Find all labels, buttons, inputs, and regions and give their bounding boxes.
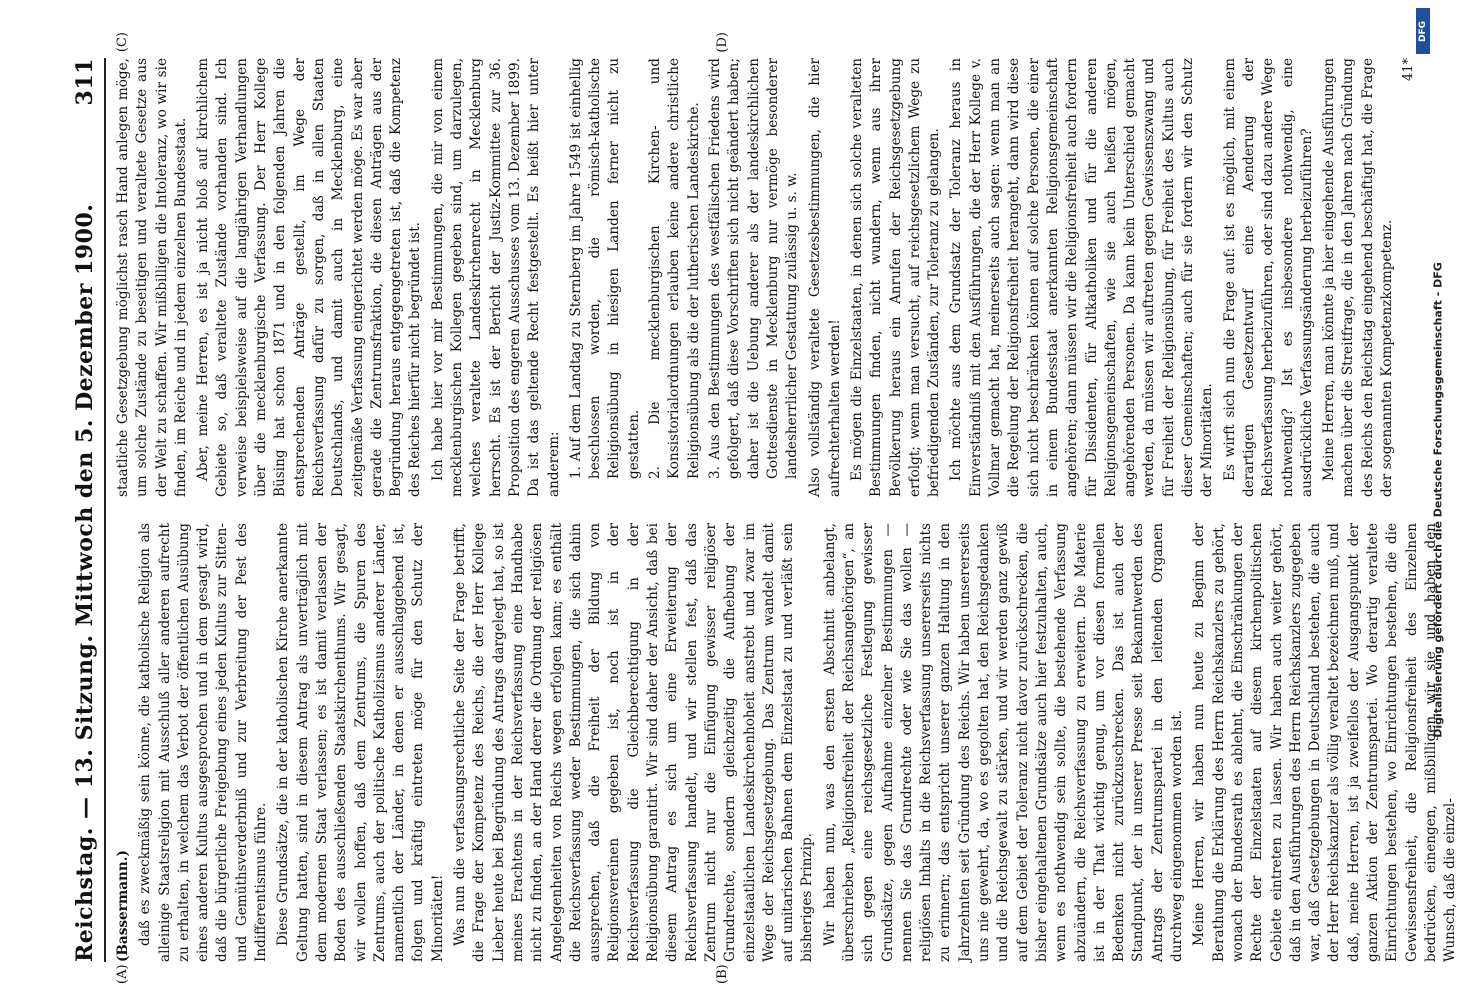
paragraph: Es wirft sich nun die Frage auf: ist es möglich, mit einem derartigen Gesetzentwurf eine Aenderung der Reichsverfassung herbeizuführen, oder sind dazu andere Wege nothwendig? Ist es insbesondere nothwendig, eine ausdrückliche Verfassungsänderung herbeizuführen? xyxy=(1221,58,1315,497)
margin-marker-b: (B) xyxy=(715,964,730,984)
page-header-title: Reichstag. — 13. Sitzung. Mittwoch den 5. Dezember 1900. xyxy=(72,203,98,962)
page-number: 311 xyxy=(72,58,98,106)
dfg-logo: DFG xyxy=(1416,8,1430,54)
paragraph: staatliche Gesetzgebung möglichst rasch Hand anlegen möge, um solche Zustände zu beseitigen und veraltete Gesetze aus der Welt zu schaffen. Wir mißbilligen die Intoleranz, wo wir sie finden, im Reiche und in jedem einzelnen Bundesstaat. xyxy=(115,58,189,497)
page-header xyxy=(72,58,106,962)
list-item: 1. Auf dem Landtag zu Sternberg im Jahre 1549 ist einhellig beschlossen worden, die römisch-katholische Religionsübung in hiesigen Landen ferner nicht zu gestatten. xyxy=(567,58,642,479)
paragraph: Ich habe hier vor mir Bestimmungen, die mir von einem mecklenburgischen Kollegen gegeben sind, um darzulegen, welches veraltete Landeskirchenrecht in Mecklenburg herrscht. Es ist der Bericht der Justiz-Kommittee zur 36. Proposition des engeren Ausschusses vom 13. Dezember 1899. Da ist das geltende Recht festgestellt. Es heißt hier unter anderem: xyxy=(429,58,562,497)
left-column xyxy=(114,523,1459,984)
digitization-sidebar xyxy=(1404,0,1445,1000)
paragraph: Also vollständig veraltete Gesetzesbestimmungen, die hier aufrechterhalten werden! xyxy=(807,58,843,497)
margin-marker-d: (D) xyxy=(715,32,730,53)
paragraph: Es mögen die Einzelstaaten, in denen sich solche veralteten Bestimmungen finden, nicht wundern, wenn aus ihrer Bevölkerung heraus ein Anrufen der Reichsgesetzgebung erfolgt; wenn man versucht, auf reichsgesetzlichem Wege zu befriedigenden Zuständen, zur Toleranz zu gelangen. xyxy=(848,58,943,497)
margin-marker-a: (A) xyxy=(115,964,130,984)
right-column xyxy=(114,32,1417,497)
numbered-list xyxy=(567,58,803,479)
paragraph: Was nun die verfassungsrechtliche Seite der Frage betrifft, die Frage der Kompetenz des Reichs, die der Herr Kollege Lieber heute bei Begründung des Antrags dargelegt hat, so ist meines Erachtens in der Reichsverfassung eine Handhabe nicht zu finden, an der Hand derer die Ordnung der religiösen Angelegenheiten von Reichs wegen erfolgen kann; es enthält die Reichsverfassung weder Bestimmungen, die sich dahin aussprechen, daß die Freiheit der Bildung von Religionsvereinen gegeben ist, noch ist in der Reichsverfassung die Gleichberechtigung in der Religionsübung garantirt. Wir sind daher der Ansicht, daß bei diesem Antrag es sich um eine Erweiterung der Reichsverfassung handelt, und wir stellen fest, daß das Zentrum nicht nur die Einfügung gewisser religiöser Grundrechte, sondern gleichzeitig die Aufhebung der einzelstaatlichen Landeskirchenhoheit anstrebt und zwar im Wege der Reichsgesetzgebung. Das Zentrum wandelt damit auf unitarischen Bahnen dem Einzelstaat zu und verläßt sein bisheriges Prinzip. xyxy=(452,523,816,962)
paragraph: Meine Herren, man könnte ja hier eingehende Ausführungen machen über die Streitfrage, die in den Jahren nach Gründung des Reichs den Reichstag eingehend beschäftigt hat, die Frage der sogenannten Kompetenzkompetenz. xyxy=(1321,58,1395,497)
paragraph: Diese Grundsätze, die in der katholischen Kirche anerkannte Geltung hatten, sind in diesem Antrag als unverträglich mit dem modernen Staat verlassen; es ist damit verlassen der Boden des ausschließenden Staatskirchenthums. Wir gesagt, wir wollen hoffen, daß dem Zentrums, die Spuren des Zentrums, auch der politische Katholizismus anderer Länder, namentlich der Länder, in denen er ausschlaggebend ist, folgen und kräftig eintreten möge für den Schutz der Minoritäten! xyxy=(275,523,446,962)
paragraph: daß es zweckmäßig sein könne, die katholische Religion als alleinige Staatsreligion mit Ausschluß aller anderen aufrecht zu erhalten, in welchem das Verbot der öffentlichen Ausübung eines anderen Kultus ausgesprochen und in dem gesagt wird, daß die bürgerliche Freigebung eines jeden Kultus zur Sitten- und Gemüthsverderbniß und zur Verbreitung der Pest des Indifferentismus führe. xyxy=(137,523,270,962)
paragraph: Meine Herren, wir haben nun heute zu Beginn der Berathung die Erklärung des Herrn Reichskanzlers zu gehört, wonach der Bundesrath es ablehnt, die Einschränkungen der Rechte der Einzelstaaten auf diesem kirchenpolitischen Gebiete eintreten zu lassen. Wir haben auch weiter gehört, daß in den Ausführungen des Herrn Reichskanzlers zugegeben war, daß Gesetzgebungen in Deutschland bestehen, die auch der Herr Reichskanzler als völlig veraltet bezeichnen muß, und daß, meine Herren, ist ja zweifellos der Ausgangspunkt der ganzen Aktion der Zentrumspartei. Wo derartig veraltete Einrichtungen bestehen, wo Einrichtungen bestehen, die die Gewissensfreiheit, die Religionsfreiheit des Einzelnen bedrücken, einengen, mißbilligen wir sie und haben den Wunsch, daß die einzel- xyxy=(1191,523,1459,962)
paragraph: Aber, meine Herren, es ist ja nicht bloß auf kirchlichem Gebiete so, daß veraltete Zustände vorhanden sind. Ich verweise beispielsweise auf die langjährigen Verhandlungen über die mecklenburgische Verfassung. Der Herr Kollege Büsing hat schon 1871 und in den folgenden Jahren die entsprechenden Anträge gestellt, im Wege der Reichsverfassung dafür zu sorgen, daß in allen Staaten Deutschlands, und damit auch in Mecklenburg, eine zeitgemäße Verfassung eingerichtet werden möge. Es war aber gerade die Zentrumsfraktion, die diesen Anträgen aus der Begründung heraus entgegengetreten ist, daß die Kompetenz des Reiches hierfür nicht begründet ist. xyxy=(195,58,424,497)
paragraph: Ich möchte aus dem Grundsatz der Toleranz heraus in Einverständniß mit den Ausführungen, die der Herr Kollege v. Vollmar gemacht hat, meinerseits auch sagen: wenn man an die Regelung der Religionsfreiheit herangeht, dann wird diese sich nicht beschränken können auf solche Personen, die einer in einem Bundesstaat anerkannten Religionsgemeinschaft angehören; dann müssen wir die Religionsfreiheit auch fordern für Dissidenten, für Altkatholiken und für die anderen Religionsgemeinschaften, wie sie auch heißen mögen, angehörenden Personen. Da kann kein Unterschied gemacht werden, da müssen wir auftreten gegen Gewissenszwang und für Freiheit der Religionsübung, für Freiheit des Kultus auch dieser Gemeinschaften; auch für sie fordern wir den Schutz der Minoritäten. xyxy=(948,58,1216,497)
digitization-note: Digitalisierung gefördert durch die Deutsche Forschungsgemeinschaft - DFG xyxy=(1431,262,1445,738)
speaker-name: (Bassermann.) xyxy=(115,850,131,962)
list-item: 3. Aus den Bestimmungen des westfälischen Friedens wird gefolgert, daß diese Vorschriften sich nicht geändert haben; daher ist die Uebung anderer als der landeskirchlichen Gottesdienste in Mecklenburg nur vermöge besonderer landesherrlicher Gestattung zulässig u. s. w. xyxy=(706,58,801,479)
list-item: 2. Die mecklenburgischen Kirchen- und Konsistorialordnungen erlauben keine andere christliche Religionsübung als die der lutherischen Landeskirche. xyxy=(647,58,702,479)
margin-marker-c: (C) xyxy=(115,32,130,53)
signature-mark: 41* xyxy=(1401,58,1417,82)
paragraph: Wir haben nun, was den ersten Abschnitt anbelangt, überschrieben „Religionsfreiheit der Reichsangehörigen“, an sich gegen eine reichsgesetzliche Festlegung gewisser Grundsätze, gegen Aufnahme einzelner Bestimmungen — nennen Sie das Grundrechte oder wie Sie das wollen — religiösen Inhalts in die Reichsverfassung unsererseits nichts zu erinnern; das entspricht unserer ganzen Haltung in den Jahrzehnten seit Gründung des Reichs. Wir haben unsererseits uns nie gewehrt, da, wo es gegolten hat, den Reichsgedanken und die Reichsgewalt zu stärken, und wir werden ganz gewiß auf dem Gebiet der Toleranz nicht davor zurückschrecken, die bisher eingehaltenen Grundsätze auch hier festzuhalten, auch, wenn es nothwendig sein sollte, die bestehende Verfassung abzuändern, die Reichsverfassung zu erweitern. Die Materie ist in der That wichtig genug, um vor diesen formellen Bedenken nicht zurückzuschrecken. Das ist auch der Standpunkt, der in unserer Presse seit Bekanntwerden des Antrags der Zentrumspartei in den leitenden Organen durchweg eingenommen worden ist. xyxy=(821,523,1186,962)
